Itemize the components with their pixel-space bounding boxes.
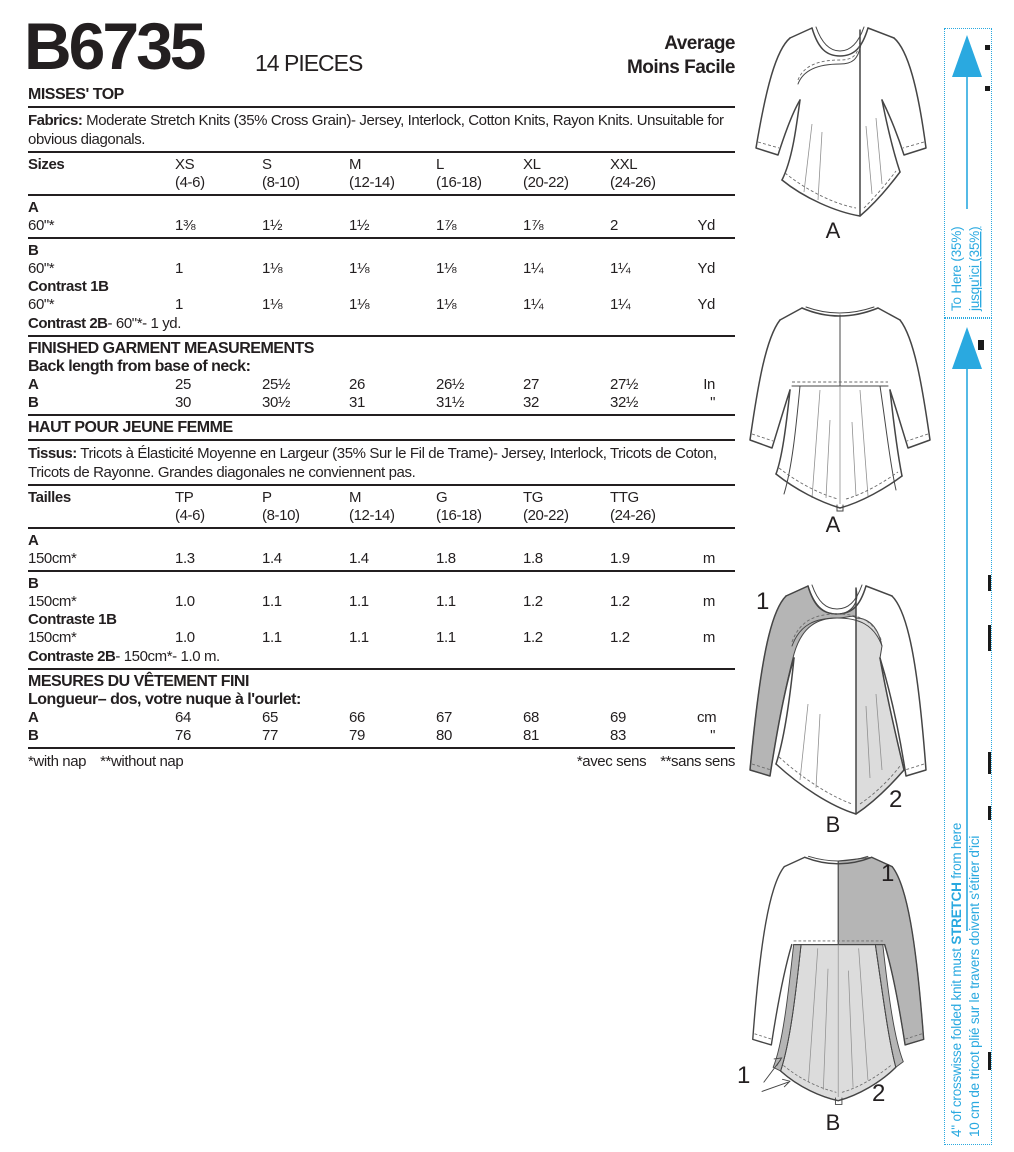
fabric-width: 60"* <box>28 296 55 313</box>
yardage-value: 1.1 <box>349 629 369 646</box>
yardage-value: 1⅛ <box>436 296 457 313</box>
view-label-row <box>28 199 735 217</box>
view-label: A <box>28 709 39 726</box>
stretch-gauge-top <box>944 28 992 318</box>
print-mark <box>988 1052 991 1070</box>
view-label-row <box>28 611 735 629</box>
difficulty-rating <box>435 32 735 80</box>
size-header-row-en <box>28 156 735 174</box>
contrast-2b-label: Contraste 2B <box>28 648 116 665</box>
view-a-back-label: A <box>825 512 841 537</box>
view-a-front-label: A <box>825 218 841 243</box>
yardage-value: 1.2 <box>610 593 630 610</box>
view-label: Contraste 1B <box>28 611 117 628</box>
divider <box>28 335 735 337</box>
avec-sens-note: *avec sens <box>576 753 647 770</box>
measure-value: 69 <box>610 709 626 726</box>
measure-value: 25½ <box>262 376 290 393</box>
unit-label: " <box>710 727 715 744</box>
measure-value: 80 <box>436 727 452 744</box>
print-mark <box>988 752 991 774</box>
yardage-value: 1.8 <box>436 550 456 567</box>
contrast-2b-note-fr <box>28 647 735 666</box>
unit-label: " <box>710 394 715 411</box>
yardage-value: 1.3 <box>175 550 195 567</box>
yardage-value: 1.1 <box>349 593 369 610</box>
size-range: (4-6) <box>175 174 205 191</box>
fabrics-label-en: Fabrics: <box>28 112 83 129</box>
finished-title-en: FINISHED GARMENT MEASUREMENTS <box>28 340 314 357</box>
fabrics-label-fr: Tissus: <box>28 445 77 462</box>
measure-value: 65 <box>262 709 278 726</box>
size-col: M <box>349 489 362 506</box>
up-arrow-icon <box>952 35 982 77</box>
view-label: B <box>28 242 39 259</box>
garment-title-fr: HAUT POUR JEUNE FEMME <box>28 419 233 436</box>
fabrics-text-en: Moderate Stretch Knits (35% Cross Grain)- Jersey, Interlock, Cotton Knits, Rayon Knits. Unsuitable for obvious diagonals. <box>28 112 724 148</box>
print-mark <box>985 45 990 50</box>
view-label: A <box>28 199 39 216</box>
view-label: B <box>28 575 39 592</box>
view-a-back-drawing <box>742 298 937 523</box>
yardage-value: 1½ <box>262 217 283 234</box>
size-header-row-fr <box>28 489 735 507</box>
yardage-value: 1½ <box>349 217 370 234</box>
size-range: (24-26) <box>610 174 656 191</box>
size-range: (20-22) <box>523 174 569 191</box>
view-label-row <box>28 242 735 260</box>
finished-row <box>28 394 735 412</box>
yardage-value: 1⅛ <box>262 296 283 313</box>
measure-value: 83 <box>610 727 626 744</box>
stretch-gauge-bottom <box>944 318 992 1145</box>
piece-count: 14 PIECES <box>255 50 363 76</box>
measure-value: 27 <box>523 376 539 393</box>
yardage-value: 1⅞ <box>436 217 457 234</box>
piece-1-callout: 1 <box>881 860 895 887</box>
contrast-2b-note-en <box>28 314 735 333</box>
measure-value: 76 <box>175 727 191 744</box>
yardage-value: 1⅛ <box>436 260 457 277</box>
divider <box>28 194 735 196</box>
size-col: XL <box>523 156 541 173</box>
finished-subtitle-fr: Longueur– dos, votre nuque à l'ourlet: <box>28 691 301 708</box>
size-col: L <box>436 156 444 173</box>
fabric-width: 150cm* <box>28 629 77 646</box>
contrast-2b-label: Contrast 2B <box>28 315 108 332</box>
measure-value: 81 <box>523 727 539 744</box>
yardage-value: 1¼ <box>523 260 544 277</box>
size-range: (4-6) <box>175 507 205 524</box>
finished-row <box>28 709 735 727</box>
divider <box>28 237 735 239</box>
size-range: (16-18) <box>436 507 482 524</box>
stretch-rule-text-en: 4" of crosswisse folded knit must STRETCH from here <box>949 822 964 1137</box>
print-mark <box>978 340 984 350</box>
fabric-width: 150cm* <box>28 593 77 610</box>
size-range: (24-26) <box>610 507 656 524</box>
view-label: A <box>28 532 39 549</box>
size-range: (12-14) <box>349 174 395 191</box>
size-col: S <box>262 156 272 173</box>
size-col: M <box>349 156 362 173</box>
difficulty-en: Average <box>664 33 735 54</box>
view-b-front-label: B <box>825 812 841 837</box>
view-b-back-drawing <box>736 848 946 1110</box>
to-here-text-fr: jusqu'ici (35%) <box>967 226 982 311</box>
yardage-value: 1.2 <box>523 593 543 610</box>
size-range-row-fr <box>28 507 735 525</box>
fabric-width: 60"* <box>28 260 55 277</box>
stretch-rule-text-fr: 10 cm de tricot plié sur le travers doivent s'étirer d'ici <box>967 835 982 1137</box>
measure-value: 32½ <box>610 394 638 411</box>
measure-value: 31 <box>349 394 365 411</box>
view-label-row <box>28 278 735 296</box>
measure-value: 68 <box>523 709 539 726</box>
size-range-row-en <box>28 174 735 192</box>
measure-value: 67 <box>436 709 452 726</box>
measure-value: 26 <box>349 376 365 393</box>
print-mark <box>988 806 991 820</box>
divider <box>28 747 735 749</box>
yardage-row <box>28 593 735 611</box>
yardage-value: 1.2 <box>523 629 543 646</box>
yardage-value: 1.1 <box>262 593 282 610</box>
garment-title-en: MISSES' TOP <box>28 86 124 103</box>
finished-title-fr: MESURES DU VÊTEMENT FINI <box>28 673 249 690</box>
yardage-value: 1.1 <box>436 593 456 610</box>
measure-value: 30½ <box>262 394 290 411</box>
measure-value: 31½ <box>436 394 464 411</box>
measure-value: 25 <box>175 376 191 393</box>
difficulty-fr: Moins Facile <box>626 57 735 78</box>
print-mark <box>988 625 991 651</box>
view-label-row <box>28 532 735 550</box>
piece-2-callout: 2 <box>889 786 903 813</box>
view-label: A <box>28 376 39 393</box>
finished-subtitle-en: Back length from base of neck: <box>28 358 251 375</box>
yardage-value: 1¼ <box>610 260 631 277</box>
unit-label: m <box>702 593 715 610</box>
sizes-label-fr: Tailles <box>28 489 71 506</box>
yardage-value: 1¼ <box>523 296 544 313</box>
yardage-value: 1.2 <box>610 629 630 646</box>
piece-1-callout: 1 <box>737 1062 751 1089</box>
divider <box>28 414 735 416</box>
view-a-front-drawing <box>748 14 933 224</box>
print-mark <box>985 86 990 91</box>
unit-label: m <box>702 550 715 567</box>
size-col: XS <box>175 156 195 173</box>
contrast-2b-text: - 150cm*- 1.0 m. <box>115 648 220 665</box>
yardage-value: 1 <box>175 260 183 277</box>
size-range: (8-10) <box>262 507 300 524</box>
yardage-value: 1⅜ <box>175 217 196 234</box>
size-range: (16-18) <box>436 174 482 191</box>
measure-value: 32 <box>523 394 539 411</box>
yardage-value: 1.4 <box>262 550 282 567</box>
view-label: B <box>28 394 39 411</box>
yardage-value: 1.8 <box>523 550 543 567</box>
fabrics-paragraph-fr <box>28 444 735 482</box>
size-col: TTG <box>610 489 639 506</box>
piece-1-callout: 1 <box>756 588 770 615</box>
size-range: (8-10) <box>262 174 300 191</box>
fabric-width: 60"* <box>28 217 55 234</box>
sans-sens-note: **sans sens <box>660 753 735 770</box>
unit-label: Yd <box>697 217 715 234</box>
yardage-row <box>28 217 735 235</box>
size-col: TG <box>523 489 544 506</box>
yardage-value: 2 <box>610 217 618 234</box>
view-b-back-label: B <box>825 1110 841 1135</box>
divider <box>28 570 735 572</box>
measure-value: 66 <box>349 709 365 726</box>
yardage-row <box>28 260 735 278</box>
nap-footnote-en <box>28 752 197 771</box>
unit-label: m <box>702 629 715 646</box>
size-col: TP <box>175 489 194 506</box>
yardage-value: 1¼ <box>610 296 631 313</box>
yardage-value: 1.4 <box>349 550 369 567</box>
yardage-value: 1 <box>175 296 183 313</box>
unit-label: Yd <box>697 260 715 277</box>
nap-footnote-fr <box>577 752 735 771</box>
divider <box>28 527 735 529</box>
pattern-number: B6735 <box>24 9 204 83</box>
divider <box>28 668 735 670</box>
yardage-value: 1⅛ <box>262 260 283 277</box>
piece-2-callout: 2 <box>872 1080 886 1107</box>
view-label-row <box>28 575 735 593</box>
fabric-width: 150cm* <box>28 550 77 567</box>
view-label: Contrast 1B <box>28 278 109 295</box>
yardage-value: 1.1 <box>262 629 282 646</box>
yardage-value: 1.9 <box>610 550 630 567</box>
contrast-2b-text: - 60"*- 1 yd. <box>107 315 182 332</box>
divider <box>28 106 735 108</box>
divider <box>28 151 735 153</box>
yardage-value: 1⅛ <box>349 260 370 277</box>
unit-label: cm <box>697 709 717 726</box>
measure-value: 64 <box>175 709 191 726</box>
size-col: G <box>436 489 448 506</box>
size-range: (20-22) <box>523 507 569 524</box>
to-here-text-en: To Here (35%) <box>949 226 964 311</box>
unit-label: Yd <box>697 296 715 313</box>
divider <box>28 439 735 441</box>
unit-label: In <box>703 376 715 393</box>
measure-value: 27½ <box>610 376 638 393</box>
yardage-value: 1.0 <box>175 593 195 610</box>
fabrics-text-fr: Tricots à Élasticité Moyenne en Largeur (35% Sur le Fil de Trame)- Jersey, Interlock, Tricots de Coton, Tricots de Rayonne. Grandes diagonales ne conviennent pas. <box>28 445 717 481</box>
measure-value: 26½ <box>436 376 464 393</box>
without-nap-note: **without nap <box>100 753 184 770</box>
size-range: (12-14) <box>349 507 395 524</box>
measure-value: 79 <box>349 727 365 744</box>
size-col: XXL <box>610 156 638 173</box>
yardage-value: 1.0 <box>175 629 195 646</box>
yardage-row <box>28 629 735 647</box>
yardage-chart <box>28 86 735 771</box>
size-col: P <box>262 489 272 506</box>
yardage-value: 1⅛ <box>349 296 370 313</box>
finished-row <box>28 376 735 394</box>
yardage-row <box>28 296 735 314</box>
divider <box>28 484 735 486</box>
measure-value: 77 <box>262 727 278 744</box>
fabrics-paragraph-en <box>28 111 735 149</box>
yardage-value: 1⅞ <box>523 217 544 234</box>
with-nap-note: *with nap <box>28 753 87 770</box>
sizes-label-en: Sizes <box>28 156 65 173</box>
measure-value: 30 <box>175 394 191 411</box>
yardage-value: 1.1 <box>436 629 456 646</box>
view-label: B <box>28 727 39 744</box>
finished-row <box>28 727 735 745</box>
nap-footnotes <box>28 752 735 771</box>
print-mark <box>988 575 991 591</box>
yardage-row <box>28 550 735 568</box>
